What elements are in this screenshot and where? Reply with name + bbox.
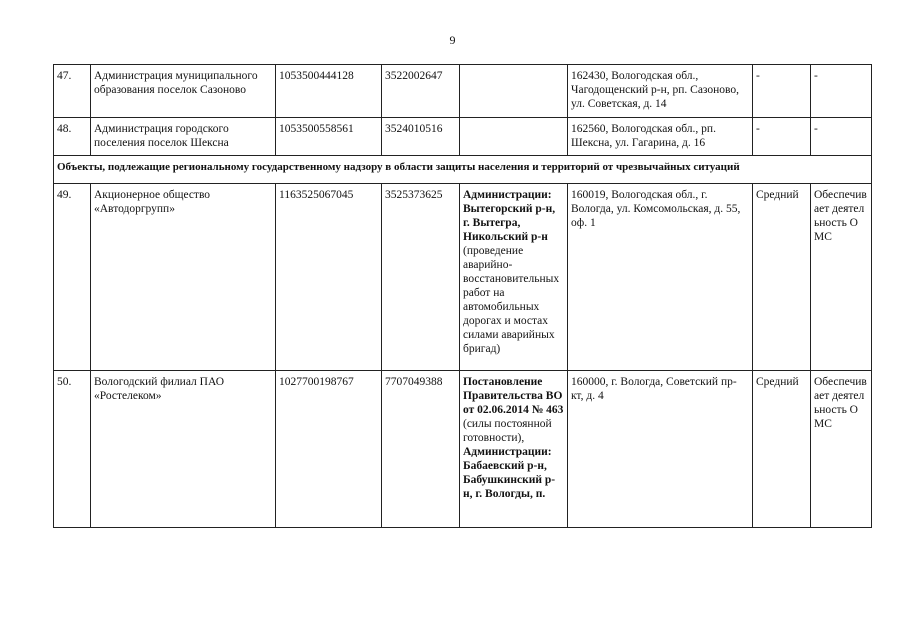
address-cell: 160000, г. Вологда, Советский пр-кт, д. 4: [568, 371, 753, 528]
note-cell: Обеспечивает деятельность ОМС: [811, 184, 872, 371]
organization-name: Администрация городского поселения поселок Шексна: [91, 118, 276, 156]
basis-cell: [460, 371, 568, 528]
basis-bold: Администрации: Вытегорский р-н, г. Вытегра, Никольский р-н: [463, 189, 556, 243]
organization-name: Администрация муниципального образования поселок Сазоново: [91, 65, 276, 118]
note-cell: Обеспечивает деятельность ОМС: [811, 371, 872, 528]
organization-name: Вологодский филиал ПАО «Ростелеком»: [91, 371, 276, 528]
basis-cell: [460, 118, 568, 156]
table-row: [54, 118, 872, 156]
risk-cell: -: [753, 65, 811, 118]
basis-bold: Постановление Правительства ВО от 02.06.2014 № 463: [463, 376, 564, 416]
row-number: 49.: [54, 184, 91, 371]
address-cell: 160019, Вологодская обл., г. Вологда, ул. Комсомольская, д. 55, оф. 1: [568, 184, 753, 371]
table-row: [54, 65, 872, 118]
inn-cell: 3524010516: [382, 118, 460, 156]
page-number: 9: [449, 33, 456, 47]
risk-cell: -: [753, 118, 811, 156]
section-header-row: [54, 156, 872, 184]
table-row: [54, 184, 872, 371]
row-number: 50.: [54, 371, 91, 528]
address-cell: 162430, Вологодская обл., Чагодощенский р-н, рп. Сазоново, ул. Советская, д. 14: [568, 65, 753, 118]
organization-name: Акционерное общество «Автодоргрупп»: [91, 184, 276, 371]
ogrn-cell: 1053500558561: [276, 118, 382, 156]
address-cell: 162560, Вологодская обл., рп. Шексна, ул. Гагарина, д. 16: [568, 118, 753, 156]
registry-table: [53, 64, 872, 528]
note-cell: -: [811, 65, 872, 118]
section-title: Объекты, подлежащие региональному государственному надзору в области защиты населения и территорий от чрезвычайных ситуаций: [54, 156, 872, 184]
basis-cell: [460, 184, 568, 371]
ogrn-cell: 1027700198767: [276, 371, 382, 528]
inn-cell: 7707049388: [382, 371, 460, 528]
row-number: 47.: [54, 65, 91, 118]
basis-text: (силы постоянной готовности),: [463, 418, 552, 444]
risk-cell: Средний: [753, 371, 811, 528]
ogrn-cell: 1053500444128: [276, 65, 382, 118]
ogrn-cell: 1163525067045: [276, 184, 382, 371]
row-number: 48.: [54, 118, 91, 156]
basis-text: (проведение аварийно-восстановительных работ на автомобильных дорогах и мостах силами аварийных бригад): [463, 245, 560, 355]
table-row: [54, 371, 872, 528]
inn-cell: 3522002647: [382, 65, 460, 118]
note-cell: -: [811, 118, 872, 156]
inn-cell: 3525373625: [382, 184, 460, 371]
basis-bold: Администрации: Бабаевский р-н, Бабушкинский р-н, г. Вологды, п.: [463, 446, 556, 500]
basis-cell: [460, 65, 568, 118]
risk-cell: Средний: [753, 184, 811, 371]
